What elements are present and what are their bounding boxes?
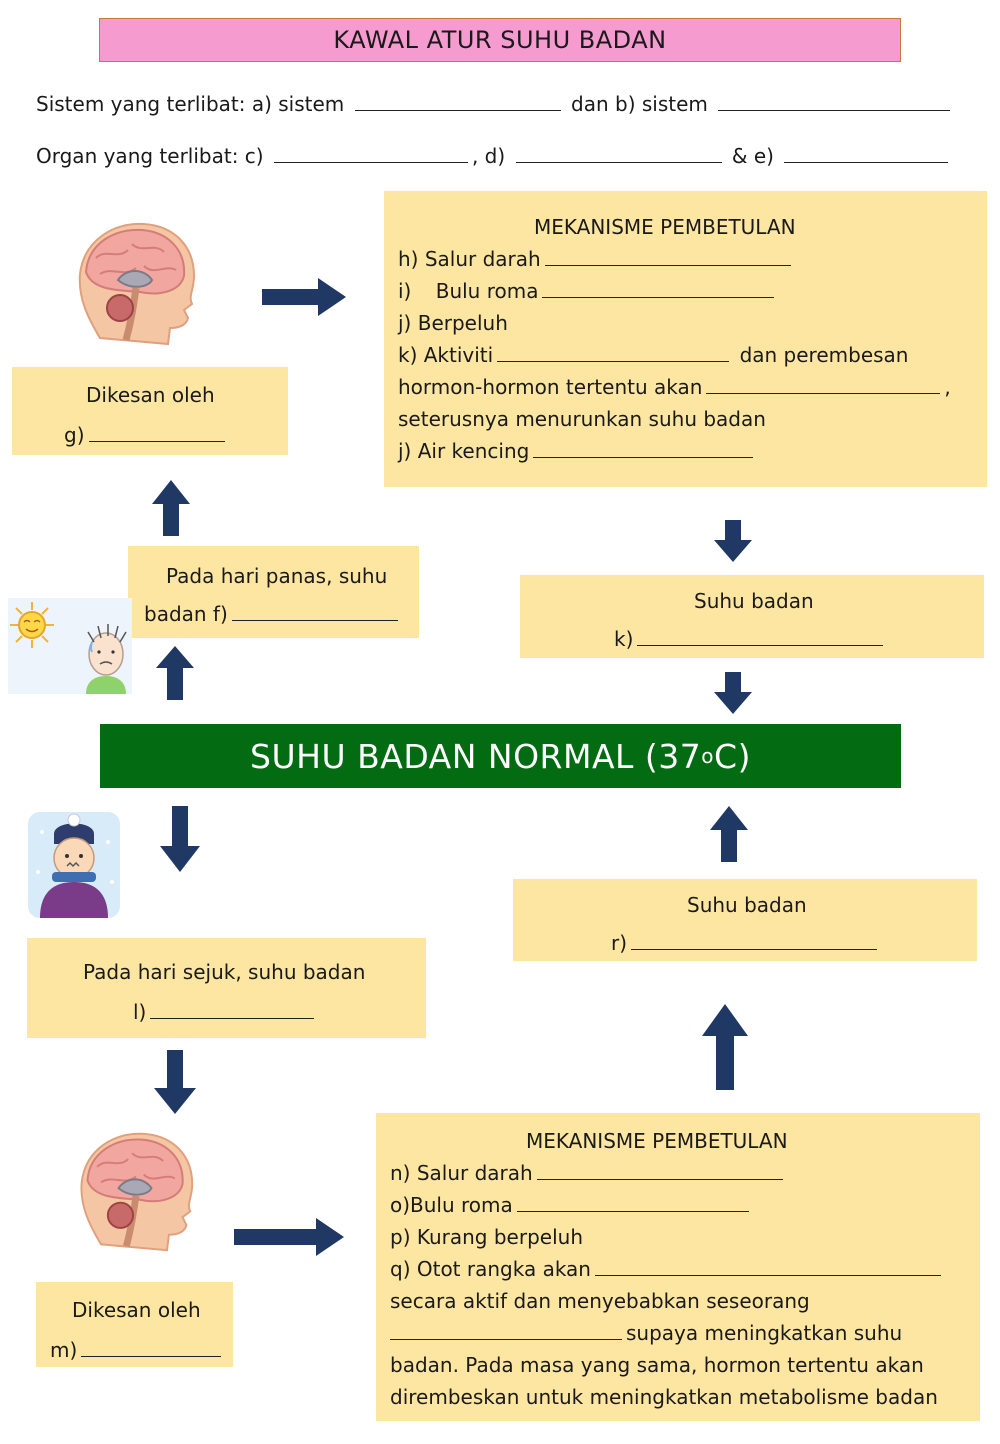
metabolism-line: dirembeskan untuk meningkatkan metabolisme badan — [390, 1385, 938, 1409]
organs-prefix: Organ yang terlibat: c) — [36, 144, 264, 168]
hormone-line-bottom: badan. Pada masa yang sama, hormon tertentu akan — [390, 1353, 924, 1377]
brain-head-icon — [70, 218, 200, 350]
arrow-down-icon — [714, 672, 752, 714]
mechanism-title-top: MEKANISME PEMBETULAN — [534, 215, 796, 239]
blank-k-result[interactable] — [637, 627, 883, 646]
m-label: m) — [50, 1338, 78, 1362]
page-title-text: KAWAL ATUR SUHU BADAN — [333, 26, 667, 54]
systems-middle: dan b) sistem — [571, 92, 708, 116]
blank-e[interactable] — [784, 144, 948, 163]
arrow-up-icon — [152, 480, 190, 536]
detected-by-box-top — [12, 367, 288, 455]
result-title-bottom: Suhu badan — [687, 893, 807, 917]
hormone-comma: , — [944, 375, 951, 399]
item-urine — [398, 435, 757, 467]
arrow-up-icon — [702, 1004, 748, 1090]
cold-day-row — [133, 996, 318, 1028]
item-n — [390, 1157, 787, 1189]
arrow-right-icon — [234, 1218, 344, 1256]
active-line: secara aktif dan menyebabkan seseorang — [390, 1289, 810, 1313]
item-k-prefix: k) Aktiviti — [398, 343, 494, 367]
hot-day-row — [144, 598, 402, 630]
organs-d-label: , d) — [471, 144, 506, 168]
item-j: j) Berpeluh — [398, 311, 508, 335]
cold-day-box — [27, 938, 426, 1038]
item-q — [390, 1253, 945, 1285]
systems-prefix: Sistem yang terlibat: a) sistem — [36, 92, 345, 116]
hot-day-line2: badan f) — [144, 602, 228, 626]
blank-m-row — [50, 1334, 225, 1366]
blank-h[interactable] — [545, 247, 791, 266]
item-k-suffix: dan perembesan — [739, 343, 909, 367]
blank-f[interactable] — [232, 602, 398, 621]
blank-i[interactable] — [542, 279, 774, 298]
blank-g[interactable] — [89, 423, 225, 442]
item-h-label: h) Salur darah — [398, 247, 541, 271]
brain-head-icon — [70, 1128, 200, 1256]
blank-k-activity[interactable] — [497, 343, 729, 362]
blank-c[interactable] — [274, 144, 468, 163]
g-label: g) — [64, 423, 85, 447]
organs-e-label: & e) — [731, 144, 774, 168]
blank-b[interactable] — [718, 92, 950, 111]
blank-o[interactable] — [517, 1193, 749, 1212]
blank-urine[interactable] — [533, 439, 753, 458]
cold-day-line1: Pada hari sejuk, suhu badan — [83, 960, 366, 984]
blank-r[interactable] — [631, 931, 877, 950]
hot-day-box — [128, 546, 419, 638]
item-i-text: Bulu roma — [435, 279, 539, 303]
item-q-label: q) Otot rangka akan — [390, 1257, 591, 1281]
correction-mechanism-box-top — [384, 191, 987, 487]
result-row-top — [614, 623, 887, 655]
hormone-line-top: hormon-hormon tertentu akan — [398, 375, 703, 399]
result-label-r: r) — [611, 931, 628, 955]
hot-day-line1: Pada hari panas, suhu — [166, 564, 388, 588]
raise-suffix: supaya meningkatkan suhu — [626, 1321, 903, 1345]
organs-line — [36, 144, 952, 168]
hormone-row-top — [398, 371, 951, 403]
blank-q[interactable] — [595, 1257, 941, 1276]
arrow-down-icon — [160, 806, 200, 872]
blank-l[interactable] — [150, 1000, 314, 1019]
hot-sun-person-icon — [8, 598, 132, 694]
arrow-right-icon — [262, 278, 346, 316]
arrow-down-icon — [154, 1050, 196, 1114]
arrow-up-icon — [156, 646, 194, 700]
arrow-down-icon — [714, 520, 752, 562]
page-title — [99, 18, 901, 62]
item-k — [398, 339, 908, 371]
blank-d[interactable] — [516, 144, 722, 163]
detected-by-box-bottom — [36, 1282, 233, 1367]
blank-shiver[interactable] — [390, 1321, 622, 1340]
item-i-label: i) — [398, 279, 412, 303]
blank-g-row — [64, 419, 229, 451]
blank-n[interactable] — [537, 1161, 783, 1180]
blank-a[interactable] — [355, 92, 561, 111]
blank-m[interactable] — [81, 1338, 221, 1357]
correction-mechanism-box-bottom — [376, 1113, 980, 1421]
result-label-k: k) — [614, 627, 634, 651]
item-p: p) Kurang berpeluh — [390, 1225, 583, 1249]
cold-person-icon — [28, 812, 120, 918]
normal-unit: C) — [714, 736, 751, 776]
body-temp-result-box-bottom — [513, 879, 977, 961]
arrow-up-icon — [710, 806, 748, 862]
item-o-label: o)Bulu roma — [390, 1193, 513, 1217]
blank-hormone-top[interactable] — [706, 375, 940, 394]
detected-by-label: Dikesan oleh — [86, 383, 215, 407]
systems-line — [36, 92, 954, 116]
item-urine-label: j) Air kencing — [398, 439, 530, 463]
result-row-bottom — [611, 927, 881, 959]
mechanism-title-bottom: MEKANISME PEMBETULAN — [526, 1129, 788, 1153]
result-title-top: Suhu badan — [694, 589, 814, 613]
reduce-line: seterusnya menurunkan suhu badan — [398, 407, 766, 431]
body-temp-result-box-top — [520, 575, 984, 658]
cold-day-label: l) — [133, 1000, 147, 1024]
normal-degree: o — [701, 744, 715, 768]
raise-row — [390, 1317, 902, 1349]
item-h — [398, 243, 795, 275]
item-i — [398, 275, 778, 307]
detected-by-label-bottom: Dikesan oleh — [72, 1298, 201, 1322]
normal-body-temperature-banner — [100, 724, 901, 788]
normal-text: SUHU BADAN NORMAL (37 — [250, 736, 702, 776]
item-n-label: n) Salur darah — [390, 1161, 533, 1185]
item-o — [390, 1189, 753, 1221]
